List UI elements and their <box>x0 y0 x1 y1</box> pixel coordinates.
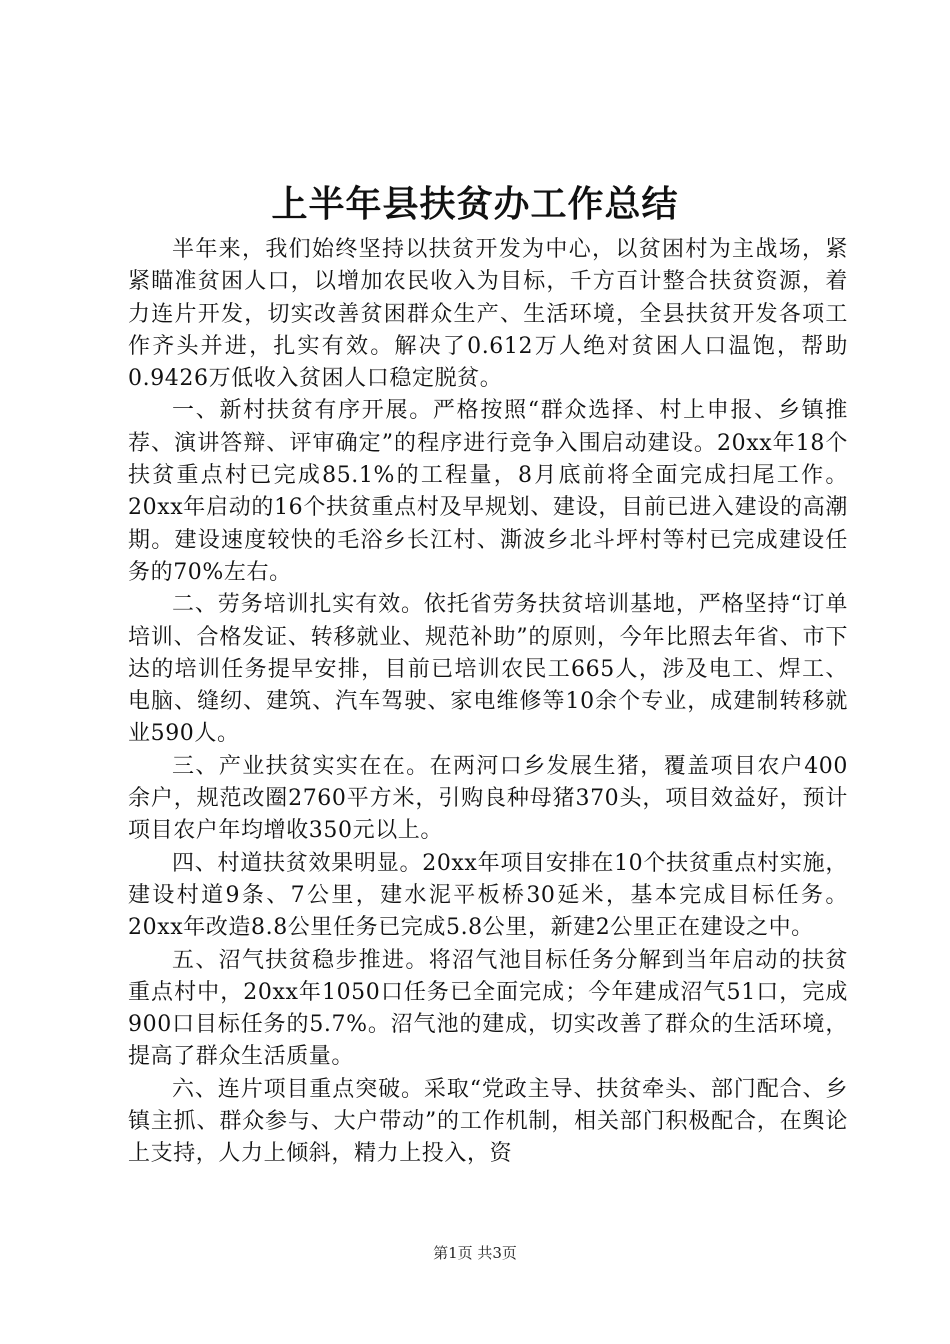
intro-paragraph: 半年来，我们始终坚持以扶贫开发为中心，以贫困村为主战场，紧紧瞄准贫困人口，以增加农民收入为目标，千方百计整合扶贫资源，着力连片开发，切实改善贫困群众生产、生活环境，全县扶贫开发各项工作齐头并进，扎实有效。解决了0.612万人绝对贫困人口温饱，帮助0.9426万低收入贫困人口稳定脱贫。 <box>128 237 848 392</box>
document-title: 上半年县扶贫办工作总结 <box>271 183 679 225</box>
section-paragraph-5: 五、沼气扶贫稳步推进。将沼气池目标任务分解到当年启动的扶贫重点村中，20xx年1050口任务已全面完成；今年建成沼气51口，完成900口目标任务的5.7%。沼气池的建成，切实改善了群众的生活环境，提高了群众生活质量。 <box>128 947 848 1070</box>
page-number: 第1页 共3页 <box>433 1244 517 1262</box>
document-body <box>128 234 848 1171</box>
section-paragraph-2: 二、劳务培训扎实有效。依托省劳务扶贫培训基地，严格坚持“订单培训、合格发证、转移就业、规范补助”的原则，今年比照去年省、市下达的培训任务提早安排，目前已培训农民工665人，涉及电工、焊工、电脑、缝纫、建筑、汽车驾驶、家电维修等10余个专业，成建制转移就业590人。 <box>128 592 848 747</box>
section-paragraph-6: 六、连片项目重点突破。采取“党政主导、扶贫牵头、部门配合、乡镇主抓、群众参与、大户带动”的工作机制，相关部门积极配合，在舆论上支持，人力上倾斜，精力上投入，资 <box>128 1076 848 1167</box>
section-paragraph-1: 一、新村扶贫有序开展。严格按照“群众选择、村上申报、乡镇推荐、演讲答辩、评审确定”的程序进行竞争入围启动建设。20xx年18个扶贫重点村已完成85.1%的工程量，8月底前将全面完成扫尾工作。20xx年启动的16个扶贫重点村及早规划、建设，目前已进入建设的高潮期。建设速度较快的毛浴乡长江村、澌波乡北斗坪村等村已完成建设任务的70%左右。 <box>128 398 848 585</box>
section-paragraph-3: 三、产业扶贫实实在在。在两河口乡发展生猪，覆盖项目农户400余户，规范改圈2760平方米，引购良种母猪370头，项目效益好，预计项目农户年均增收350元以上。 <box>128 753 848 844</box>
section-paragraph-4: 四、村道扶贫效果明显。20xx年项目安排在10个扶贫重点村实施，建设村道9条、7公里，建水泥平板桥30延米，基本完成目标任务。20xx年改造8.8公里任务已完成5.8公里，新建2公里正在建设之中。 <box>128 850 848 941</box>
